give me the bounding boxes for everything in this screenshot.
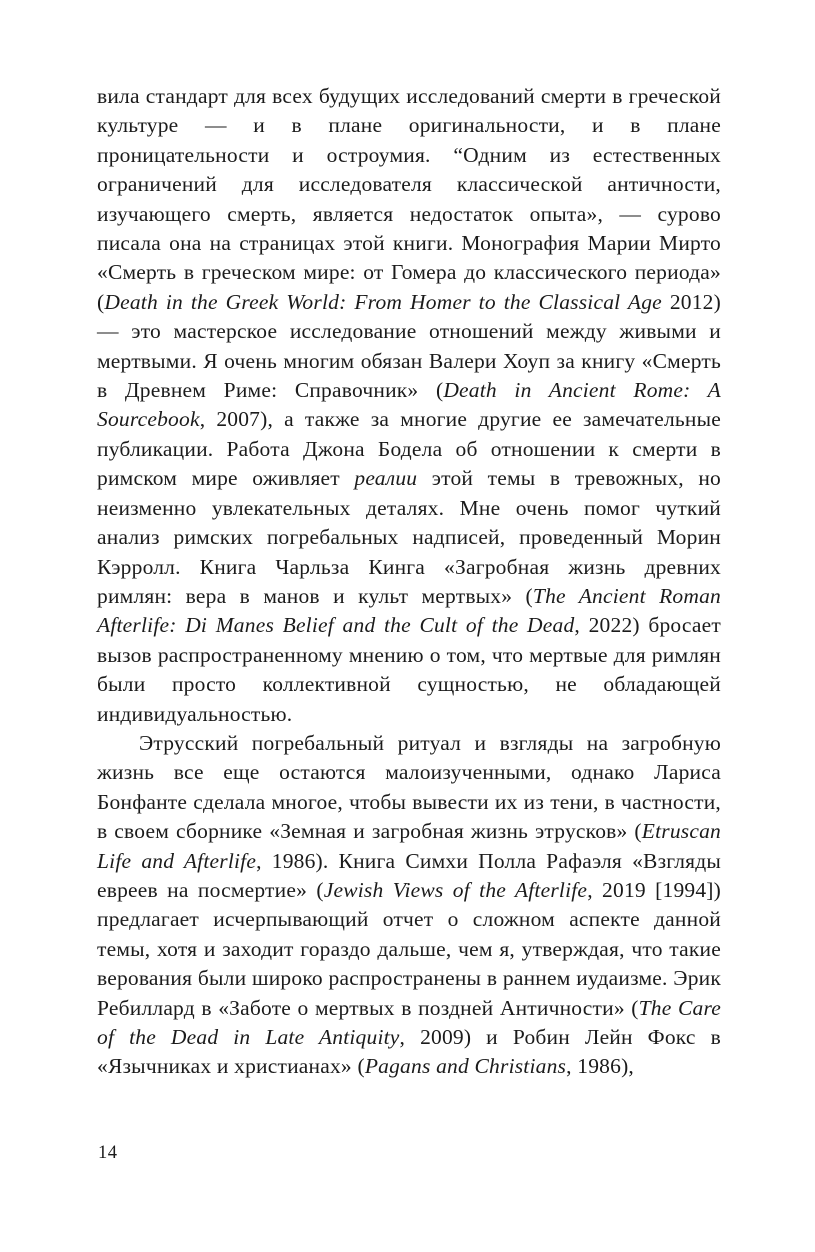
text-run: , 2022) бросает вызов распространенному мнению о том, что мертвые для римлян были просто коллективной сущностью, не обладающей индивидуальностью. bbox=[97, 613, 722, 726]
text-run-italic: реалии bbox=[354, 466, 418, 491]
text-run-italic: Death in Ancient Rome: A Sourcebook bbox=[97, 378, 721, 432]
text-run: , 2007), а также за многие другие ее замечательные публикации. Работа Джона Бодела об отношении к смерти в римском мире оживляет bbox=[97, 407, 721, 491]
text-run: , 1986), bbox=[566, 1054, 635, 1079]
text-run-italic: Jewish Views of the Afterlife bbox=[323, 877, 588, 902]
text-run: , 1986). Книга Симхи Полла Рафаэля «Взгляды евреев на посмертие» ( bbox=[97, 848, 721, 902]
paragraph bbox=[97, 82, 721, 729]
text-run-italic: The Ancient Roman Afterlife: Di Manes Belief and the Cult of the Dead bbox=[97, 583, 721, 638]
text-run: этой темы в тревожных, но неизменно увлекательных деталях. Мне очень помог чуткий анализ римских погребальных надписей, проведенный Морин Кэрролл. Книга Чарльза Кинга «Загробная жизнь древних римлян: вера в манов и культ мертвых» ( bbox=[97, 466, 721, 608]
text-run-italic: Etruscan Life and Afterlife bbox=[97, 819, 721, 873]
text-run: , 2009) и Робин Лейн Фокс в «Язычниках и христианах» ( bbox=[97, 1025, 721, 1079]
text-run: 2012) — это мастерское исследование отношений между живыми и мертвыми. Я очень многим обязан Валери Хоуп за книгу «Смерть в Древнем Риме: Справочник» ( bbox=[97, 289, 721, 403]
text-block bbox=[97, 82, 721, 1082]
text-run-italic: Death in the Greek World: From Homer to the Classical Age bbox=[104, 289, 662, 314]
text-run: Этрусский погребальный ритуал и взгляды на загробную жизнь все еще остаются малоизученными, однако Лариса Бонфанте сделала многое, чтобы вывести их из тени, в частности, в своем сборнике «Земная и загробная жизнь этрусков» ( bbox=[97, 730, 721, 844]
paragraph bbox=[97, 729, 721, 1082]
page-number: 14 bbox=[98, 1143, 118, 1163]
text-run: вила стандарт для всех будущих исследований смерти в греческой культуре — и в плане оригинальности, и в плане проницательности и остроумия. “Одним из естественных ограничений для исследователя классической античности, изучающего смерть, является недостаток опыта», — сурово писала она на страницах этой книги. Монография Марии Мирто «Смерть в греческом мире: от Гомера до классического периода» ( bbox=[97, 84, 721, 314]
text-run: , 2019 [1994]) предлагает исчерпывающий отчет о сложном аспекте данной темы, хотя и заходит гораздо дальше, чем я, утверждая, что такие верования были широко распространены в раннем иудаизме. Эрик Ребиллард в «Заботе о мертвых в поздней Античности» ( bbox=[97, 877, 722, 1020]
text-run-italic: Pagans and Christians bbox=[364, 1054, 567, 1079]
text-run-italic: The Care of the Dead in Late Antiquity bbox=[97, 995, 721, 1049]
